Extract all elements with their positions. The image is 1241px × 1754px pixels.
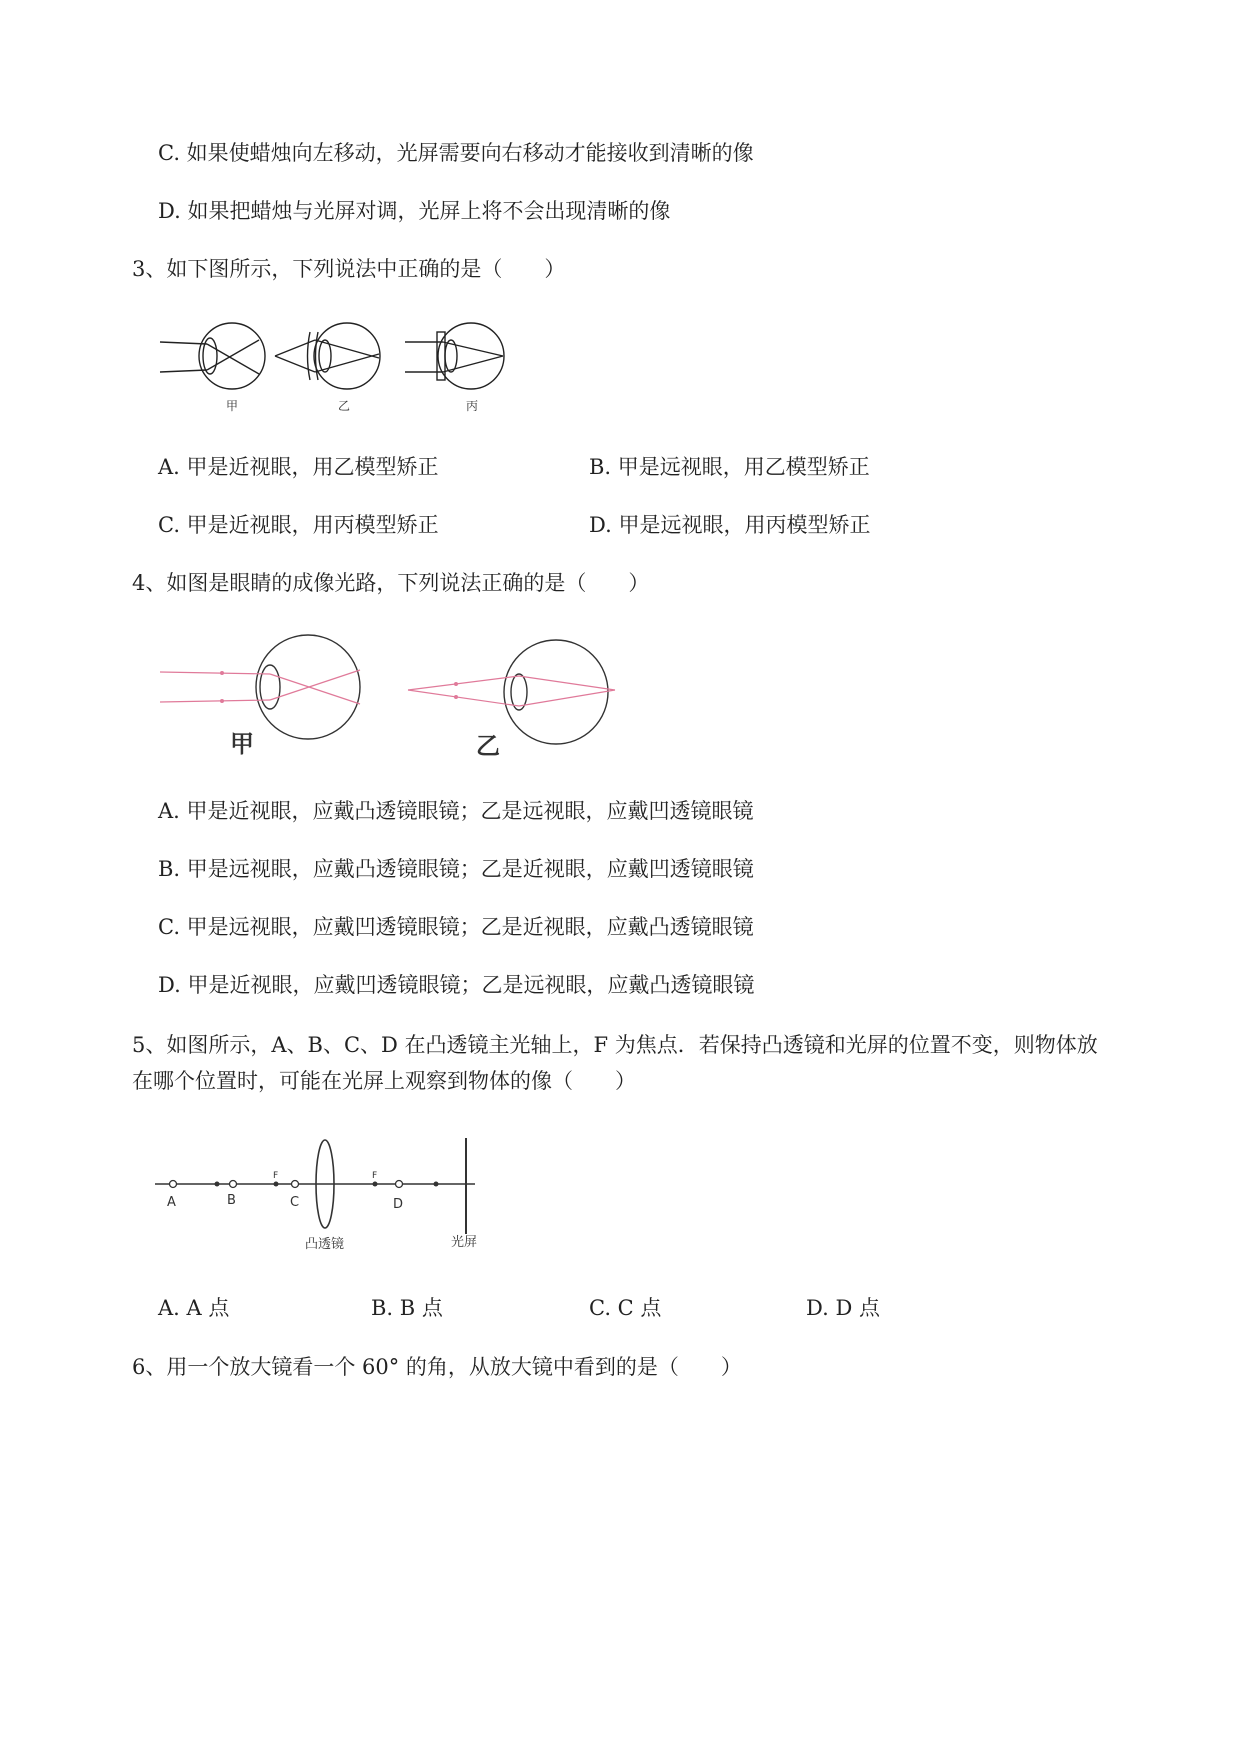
q6-stem: 6、用一个放大镜看一个 60° 的角，从放大镜中看到的是（ ）: [132, 1355, 742, 1379]
q3-eye-yi: [275, 323, 380, 389]
q3-label-bing: 丙: [466, 399, 479, 413]
label-a: A: [167, 1195, 176, 1210]
q4-label-yi: 乙: [476, 732, 500, 760]
q5-option-a: A. A 点: [158, 1296, 230, 1320]
q4-option-d: D. 甲是近视眼，应戴凹透镜眼镜；乙是远视眼，应戴凸透镜眼镜: [158, 973, 755, 997]
q5-option-c: C. C 点: [589, 1296, 662, 1320]
point-a: [170, 1181, 177, 1188]
q3-option-b: B. 甲是远视眼，用乙模型矫正: [589, 455, 870, 479]
q2-option-c: C. 如果使蜡烛向左移动，光屏需要向右移动才能接收到清晰的像: [158, 141, 754, 165]
point-c: [292, 1181, 299, 1188]
label-f-right: F: [372, 1171, 378, 1181]
q3-label-jia: 甲: [226, 399, 239, 413]
focus-left: [274, 1182, 279, 1187]
q5-option-b: B. B 点: [371, 1296, 443, 1320]
q2-option-d: D. 如果把蜡烛与光屏对调，光屏上将不会出现清晰的像: [158, 199, 671, 223]
q3-eye-bing: [405, 323, 504, 389]
q4-stem: 4、如图是眼睛的成像光路，下列说法正确的是（ ）: [132, 571, 650, 595]
q5-stem-line1: 5、如图所示，A、B、C、D 在凸透镜主光轴上，F 为焦点．若保持凸透镜和光屏的位置不变，则物体放: [132, 1033, 1098, 1057]
point-2f-right: [434, 1182, 439, 1187]
point-2f-left: [215, 1182, 220, 1187]
q5-figure: [155, 1134, 495, 1259]
label-c: C: [290, 1195, 300, 1210]
label-f-left: F: [273, 1171, 279, 1181]
q3-option-d: D. 甲是远视眼，用丙模型矫正: [589, 513, 871, 537]
q5-option-d: D. D 点: [806, 1296, 880, 1320]
label-lens: 凸透镜: [305, 1237, 345, 1252]
q5-stem-line2: 在哪个位置时，可能在光屏上观察到物体的像（ ）: [132, 1069, 636, 1093]
q4-label-jia: 甲: [230, 730, 254, 758]
q3-label-yi: 乙: [338, 399, 351, 413]
q4-option-c: C. 甲是远视眼，应戴凹透镜眼镜；乙是近视眼，应戴凸透镜眼镜: [158, 915, 754, 939]
q3-option-a: A. 甲是近视眼，用乙模型矫正: [158, 455, 439, 479]
q4-option-b: B. 甲是远视眼，应戴凸透镜眼镜；乙是近视眼，应戴凹透镜眼镜: [158, 857, 754, 881]
q4-option-a: A. 甲是近视眼，应戴凸透镜眼镜；乙是远视眼，应戴凹透镜眼镜: [158, 799, 754, 823]
q3-stem: 3、如下图所示，下列说法中正确的是（ ）: [132, 257, 566, 281]
q4-figure: [160, 632, 620, 762]
q3-figure: [155, 318, 515, 418]
q3-eye-jia: [160, 323, 265, 389]
q3-option-c: C. 甲是近视眼，用丙模型矫正: [158, 513, 439, 537]
label-b: B: [227, 1193, 236, 1208]
q4-eye-jia: [160, 635, 360, 739]
point-d: [396, 1181, 403, 1188]
label-d: D: [393, 1197, 404, 1212]
focus-right: [373, 1182, 378, 1187]
q4-eye-yi: [408, 640, 615, 744]
label-screen: 光屏: [451, 1235, 478, 1250]
point-b: [230, 1181, 237, 1188]
